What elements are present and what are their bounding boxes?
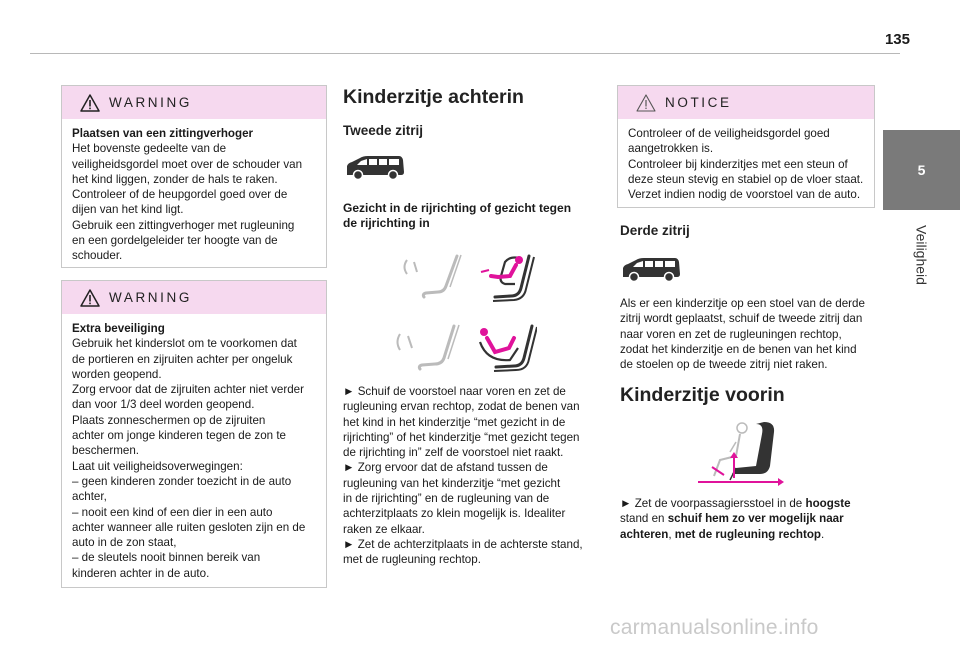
instruction-line: het kind in het kinderzitje “met gezicht in de <box>343 415 566 429</box>
third-row-line: zodat het kinderzitje en de benen van het kind <box>620 342 857 356</box>
instruction-line: rugleuning van het kinderzitje “met gezicht <box>343 476 561 490</box>
section-heading-front: Kinderzitje voorin <box>620 384 785 406</box>
warning-line: Plaats zonneschermen op de zijruiten <box>72 413 266 427</box>
front-text-bold: achteren <box>620 527 669 541</box>
warning-line: kinderen achter in de auto. <box>72 566 210 580</box>
instruction-line: ► Schuif de voorstoel naar voren en zet de <box>343 385 566 398</box>
warning-line: Laat uit veiligheidsoverwegingen: <box>72 459 243 473</box>
van-icon <box>344 152 406 182</box>
front-text-bold: hoogste <box>805 497 851 510</box>
warning-line: worden geopend. <box>72 367 162 381</box>
front-text: , <box>668 527 675 541</box>
instruction-line: rijrichting” of het kinderzitje “met gezicht tegen <box>343 430 580 444</box>
warning-line: achter, <box>72 490 107 504</box>
instruction-line: met de rugleuning rechtop. <box>343 553 481 567</box>
front-seat-adjust-illustration <box>690 420 790 490</box>
warning-line: achter wanneer alle ruiten gesloten zijn en de <box>72 520 306 534</box>
warning-title: WARNING <box>109 95 192 110</box>
notice-body <box>618 119 874 202</box>
instruction-line: in de rijrichting” en de rugleuning van de <box>343 492 550 506</box>
warning-line: – nooit een kind of een dier in een auto <box>72 505 273 519</box>
front-text: stand en <box>620 512 668 526</box>
instruction-line: achterzitplaats zo klein mogelijk is. Idealiter <box>343 507 566 521</box>
forward-facing-seat-illustration <box>395 252 540 304</box>
warning-triangle-icon <box>80 94 100 112</box>
warning-line: het kind liggen, zonder de hals te raken. <box>72 172 278 186</box>
warning-line: – geen kinderen zonder toezicht in de auto <box>72 474 292 488</box>
warning-line: en een gordelgeleider ter hoogte van de <box>72 234 278 248</box>
facing-direction-title <box>343 201 593 231</box>
warning-subtitle: Plaatsen van een zittingverhoger <box>72 127 254 140</box>
instruction-line: raken ze elkaar. <box>343 522 425 536</box>
warning-line: schouder. <box>72 249 123 263</box>
warning-header <box>62 86 326 119</box>
notice-line: Verzet indien nodig de voorstoel van de auto. <box>628 188 861 202</box>
warning-line: beschermen. <box>72 444 140 458</box>
warning-subtitle: Extra beveiliging <box>72 322 165 335</box>
warning-line: Zorg ervoor dat de zijruiten achter niet verder <box>72 383 304 397</box>
page-number: 135 <box>884 31 910 48</box>
warning-line: veiligheidsgordel moet over de schouder van <box>72 157 303 171</box>
warning-title: WARNING <box>109 290 192 305</box>
section-heading-rear: Kinderzitje achterin <box>343 86 524 108</box>
facing-title-line: de rijrichting in <box>343 216 430 230</box>
van-icon <box>620 254 682 284</box>
third-row-line: de stoelen op de tweede zitrij niet raken. <box>620 358 828 372</box>
notice-triangle-icon <box>636 94 656 112</box>
third-row-line: Als er een kinderzitje op een stoel van de derde <box>620 297 865 310</box>
notice-line: Controleer bij kinderzitjes met een steun of <box>628 157 848 171</box>
instruction-line: rugleuning ervan rechtop, zodat de benen van <box>343 400 580 414</box>
chapter-tab[interactable] <box>883 130 960 210</box>
notice-line: aangetrokken is. <box>628 142 714 156</box>
warning-body <box>62 119 326 264</box>
front-text-bold: schuif hem zo ver mogelijk naar <box>667 512 844 526</box>
warning-line: dijen van het kind ligt. <box>72 203 184 217</box>
notice-title: NOTICE <box>665 95 732 110</box>
notice-line: Controleer of de veiligheidsgordel goed <box>628 127 830 140</box>
warning-line: achter om jonge kinderen tegen de zon te <box>72 429 286 443</box>
facing-title-line: Gezicht in de rijrichting of gezicht tegen <box>343 201 572 215</box>
chapter-number: 5 <box>917 162 926 178</box>
rear-seat-instructions <box>343 384 603 568</box>
third-row-line: naar voren en zet de rugleuningen rechtop, <box>620 327 842 341</box>
warning-header <box>62 281 326 314</box>
warning-box-extra-safety <box>61 280 327 588</box>
warning-body <box>62 314 326 581</box>
warning-line: dan voor 1/3 deel worden geopend. <box>72 398 255 412</box>
subheading-third-row: Derde zitrij <box>620 223 690 238</box>
front-instruction-line-1 <box>620 496 880 511</box>
warning-line: de portieren en zijruiten achter per ongeluk <box>72 352 293 366</box>
notice-header <box>618 86 874 119</box>
notice-box <box>617 85 875 208</box>
warning-line: Controleer of de heupgordel goed over de <box>72 188 288 202</box>
header-divider <box>30 53 900 54</box>
chapter-label-tab <box>883 215 960 295</box>
rear-facing-seat-illustration <box>392 322 537 374</box>
warning-line: auto in de zon staat, <box>72 536 177 550</box>
chapter-label: Veiligheid <box>913 225 930 285</box>
watermark: carmanualsonline.info <box>610 616 819 639</box>
third-row-line: zitrij wordt geplaatst, schuif de tweede zitrij dan <box>620 312 863 326</box>
subheading-second-row: Tweede zitrij <box>343 123 424 138</box>
warning-line: Gebruik het kinderslot om te voorkomen dat <box>72 337 297 351</box>
warning-line: – de sleutels nooit binnen bereik van <box>72 551 261 565</box>
instruction-line: ► Zet de achterzitplaats in de achterste stand, <box>343 537 583 551</box>
front-text-bold: met de rugleuning rechtop <box>674 527 821 541</box>
warning-line: Het bovenste gedeelte van de <box>72 142 227 156</box>
front-seat-instruction <box>620 496 880 542</box>
front-text: . <box>821 527 825 541</box>
instruction-line: ► Zorg ervoor dat de afstand tussen de <box>343 461 548 475</box>
front-text: ► Zet de voorpassagiersstoel in de <box>620 497 806 510</box>
notice-line: deze steun stevig en stabiel op de vloer staat. <box>628 172 864 186</box>
front-instruction-line-3 <box>620 527 880 542</box>
third-row-text <box>620 296 880 372</box>
warning-triangle-icon <box>80 289 100 307</box>
instruction-line: de rijrichting in” zelf de voorstoel niet raakt. <box>343 446 564 460</box>
front-instruction-line-2 <box>620 511 880 526</box>
warning-box-booster <box>61 85 327 268</box>
warning-line: Gebruik een zittingverhoger met rugleuning <box>72 218 295 232</box>
